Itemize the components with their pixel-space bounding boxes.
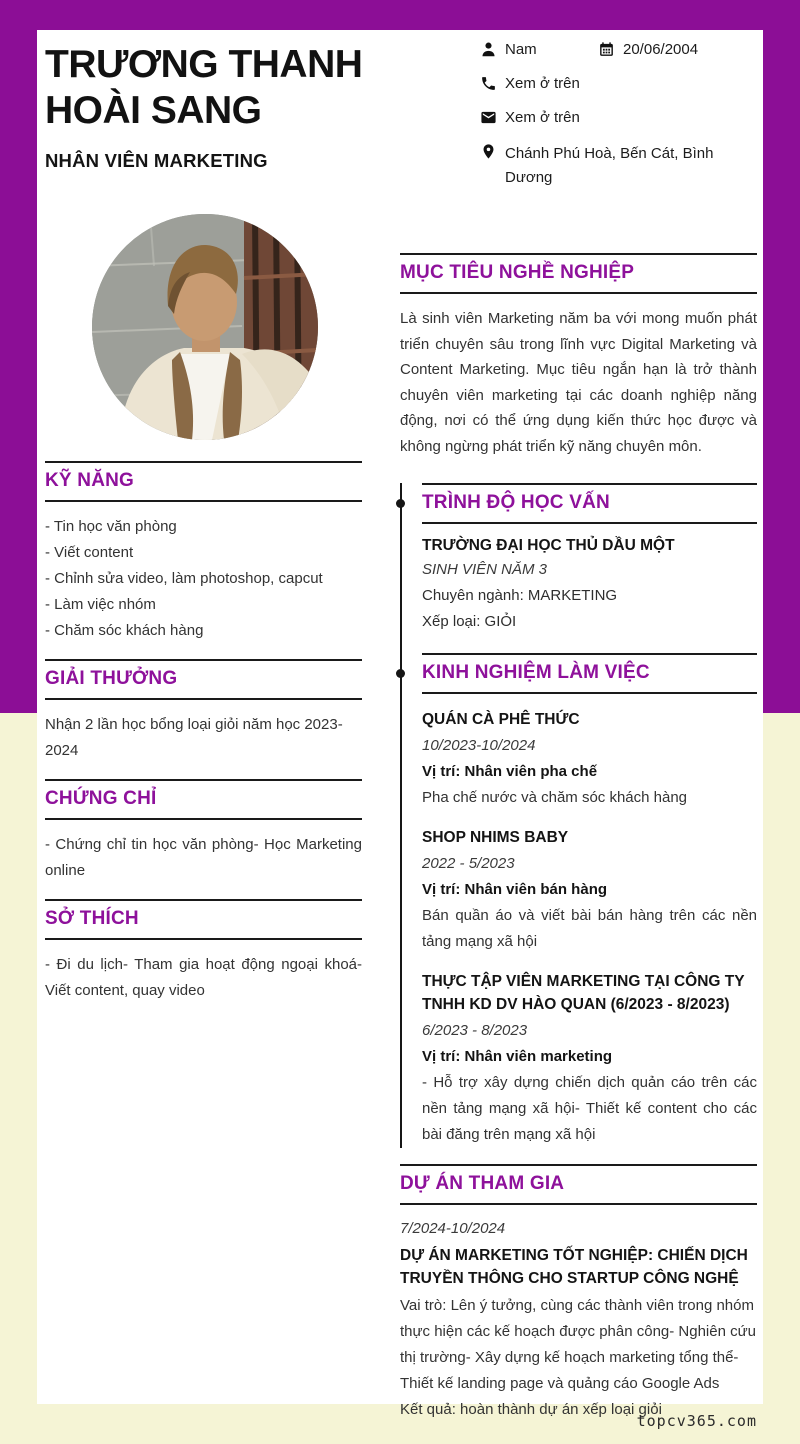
education-entry [422, 534, 757, 635]
location-icon [480, 143, 497, 160]
contact-gender-value: Nam [505, 41, 537, 58]
project-role: Vai trò: Lên ý tưởng, cùng các thành viên trong nhóm thực hiện các kế hoạch được phân công- Nghiên cứu thị trường- Xây dựng kế hoạch marketing tổng thể- Thiết kế landing page và quảng cáo Google Ads [400, 1297, 757, 1392]
experience-entry [422, 968, 757, 1148]
contact-birthday [598, 40, 698, 60]
experience-heading: KINH NGHIỆM LÀM VIỆC [422, 662, 650, 683]
education-heading: TRÌNH ĐỘ HỌC VẤN [422, 492, 610, 513]
projects-heading-block [400, 1164, 757, 1205]
experience-period: 10/2023-10/2024 [422, 737, 536, 754]
left-column [45, 461, 362, 1019]
experience-description: - Hỗ trợ xây dựng chiến dịch quản cáo trên các nền tảng mạng xã hội- Thiết kế content cho các bài đăng trên mạng xã hội [422, 1074, 757, 1143]
experience-position: Vị trí: Nhân viên pha chế [422, 763, 598, 780]
project-title: DỰ ÁN MARKETING TỐT NGHIỆP: CHIẾN DỊCH TRUYỀN THÔNG CHO STARTUP CÔNG NGHỆ [400, 1247, 748, 1287]
section-objective [400, 253, 757, 459]
education-status: SINH VIÊN NĂM 3 [422, 561, 548, 578]
calendar-icon [598, 41, 615, 58]
experience-position: Vị trí: Nhân viên marketing [422, 1048, 613, 1065]
profile-photo-illustration [92, 214, 318, 440]
contact-row-gender-dob [480, 40, 765, 60]
email-icon [480, 109, 497, 126]
section-certificates [45, 779, 362, 884]
certificates-heading: CHỨNG CHỈ [45, 788, 157, 809]
contact-birthday-value: 20/06/2004 [623, 41, 699, 58]
awards-heading: GIẢI THƯỞNG [45, 668, 178, 689]
section-hobbies [45, 899, 362, 1004]
education-heading-block [422, 483, 757, 524]
candidate-name: TRƯƠNG THANH HOÀI SANG [45, 43, 363, 133]
section-awards [45, 659, 362, 764]
timeline-dot [396, 499, 405, 508]
education-school: TRƯỜNG ĐẠI HỌC THỦ DẦU MỘT [422, 537, 675, 554]
right-column [400, 253, 757, 1423]
experience-company: SHOP NHIMS BABY [422, 829, 569, 846]
education-major: Chuyên ngành: MARKETING [422, 587, 618, 604]
awards-text: Nhận 2 lần học bổng loại giỏi năm học 2023-2024 [45, 716, 343, 759]
cv-card [37, 30, 763, 1418]
awards-heading-block [45, 659, 362, 700]
objective-text: Là sinh viên Marketing năm ba với mong muốn phát triển chuyên sâu trong lĩnh vực Digital Marketing và Content Marketing. Mục tiêu ngắn hạn là trở thành chuyên viên marketing tại các doanh nghiệp năng động, nơi có thể ứng dụng kiến thức học được và không ngừng phát triển kỹ năng chuyên môn. [400, 310, 757, 455]
certificates-heading-block [45, 779, 362, 820]
section-education [422, 483, 757, 635]
skills-list [45, 514, 362, 644]
objective-heading: MỤC TIÊU NGHỀ NGHIỆP [400, 262, 635, 283]
contact-row-address [480, 142, 765, 190]
experience-company: THỰC TẬP VIÊN MARKETING TẠI CÔNG TY TNHH KD DV HÀO QUAN (6/2023 - 8/2023) [422, 973, 745, 1013]
experience-entry [422, 824, 757, 955]
experience-period: 2022 - 5/2023 [422, 855, 515, 872]
skill-item: - Làm việc nhóm [45, 596, 156, 613]
profile-photo [92, 214, 318, 440]
contact-email-value: Xem ở trên [505, 109, 580, 126]
experience-period: 6/2023 - 8/2023 [422, 1022, 528, 1039]
contact-address-value: Chánh Phú Hoà, Bến Cát, Bình Dương [505, 145, 714, 186]
skill-item: - Viết content [45, 544, 134, 561]
contact-gender [480, 40, 598, 60]
header-name-block [45, 42, 415, 172]
contact-info [480, 40, 765, 204]
experience-position: Vị trí: Nhân viên bán hàng [422, 881, 608, 898]
experience-entries [422, 706, 757, 1148]
timeline [400, 483, 757, 1148]
section-skills [45, 461, 362, 644]
timeline-dot [396, 669, 405, 678]
projects-heading: DỰ ÁN THAM GIA [400, 1173, 565, 1194]
skill-item: - Chăm sóc khách hàng [45, 622, 204, 639]
skill-item: - Tin học văn phòng [45, 518, 177, 535]
phone-icon [480, 75, 497, 92]
skill-item: - Chỉnh sửa video, làm photoshop, capcut [45, 570, 323, 587]
experience-heading-block [422, 653, 757, 694]
experience-description: Pha chế nước và chăm sóc khách hàng [422, 789, 688, 806]
education-grade: Xếp loại: GIỎI [422, 613, 517, 630]
section-projects [400, 1164, 757, 1423]
certificates-text: - Chứng chỉ tin học văn phòng- Học Marketing online [45, 836, 362, 879]
experience-description: Bán quần áo và viết bài bán hàng trên các nền tảng mạng xã hội [422, 907, 757, 950]
objective-heading-block [400, 253, 757, 294]
hobbies-heading: SỞ THÍCH [45, 908, 139, 929]
project-entry [400, 1217, 757, 1423]
person-icon [480, 41, 497, 58]
experience-entry [422, 706, 757, 811]
contact-row-email [480, 108, 765, 128]
experience-company: QUÁN CÀ PHÊ THỨC [422, 711, 580, 728]
section-experience [422, 653, 757, 1148]
hobbies-heading-block [45, 899, 362, 940]
skills-heading: KỸ NĂNG [45, 470, 135, 491]
skills-heading-block [45, 461, 362, 502]
project-period: 7/2024-10/2024 [400, 1220, 506, 1237]
footer-watermark: topcv365.com [636, 1412, 757, 1430]
contact-row-phone [480, 74, 765, 94]
hobbies-text: - Đi du lịch- Tham gia hoạt động ngoại khoá- Viết content, quay video [45, 956, 362, 999]
candidate-job-title: NHÂN VIÊN MARKETING [45, 150, 268, 172]
project-result: Kết quả: hoàn thành dự án xếp loại giỏi [400, 1401, 662, 1418]
contact-phone-value: Xem ở trên [505, 75, 580, 92]
